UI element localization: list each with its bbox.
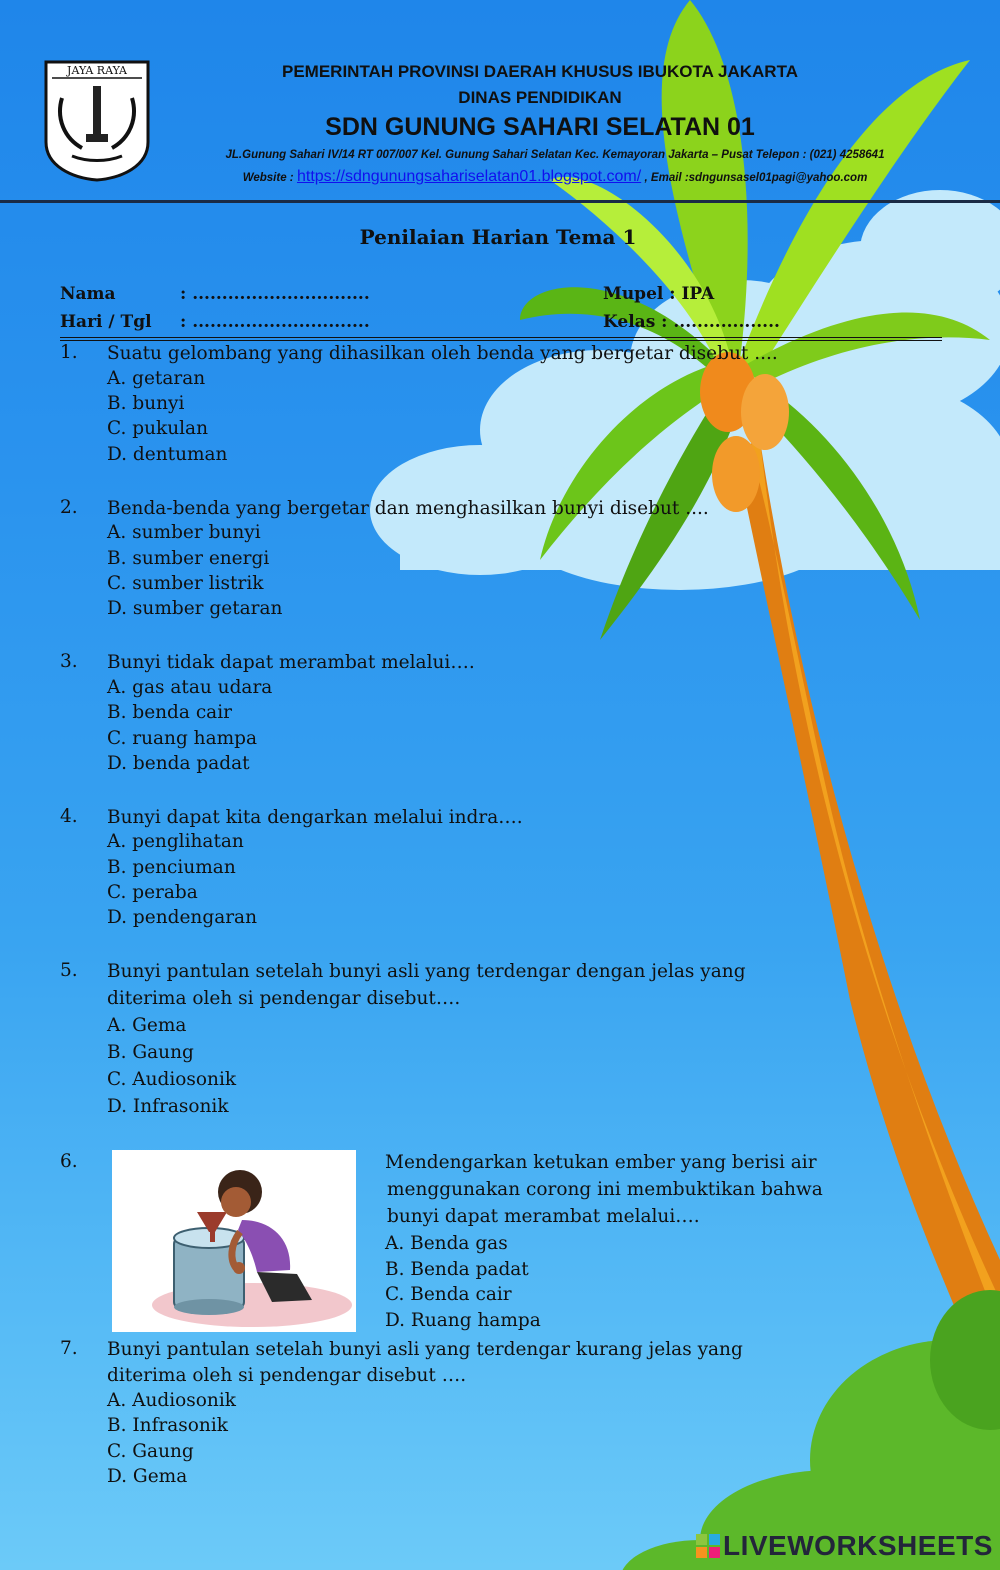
header-government: PEMERINTAH PROVINSI DAERAH KHUSUS IBUKOTA JAKARTA xyxy=(281,62,798,81)
question-number: 1. xyxy=(60,342,78,363)
option-a[interactable]: A. sumber bunyi xyxy=(107,522,261,543)
header-divider xyxy=(0,200,1000,203)
option-a[interactable]: A. getaran xyxy=(107,368,206,389)
question-text-line-3: bunyi dapat merambat melalui…. xyxy=(387,1206,700,1227)
mupel-field: Mupel : IPA xyxy=(603,284,715,304)
hari-tgl-field[interactable]: : .............................. xyxy=(180,312,370,332)
option-b[interactable]: B. benda cair xyxy=(107,702,232,723)
boy-listening-bucket-illustration xyxy=(112,1150,356,1332)
question-number: 6. xyxy=(60,1151,78,1172)
question-text: Bunyi tidak dapat merambat melalui…. xyxy=(107,652,475,673)
question-text-line-1: Bunyi pantulan setelah bunyi asli yang terdengar dengan jelas yang xyxy=(107,961,746,982)
question-number: 3. xyxy=(60,651,78,672)
watermark-text: LIVEWORKSHEETS xyxy=(723,1530,993,1561)
bushes xyxy=(620,1290,1000,1570)
option-c[interactable]: C. Gaung xyxy=(107,1441,194,1462)
website-link[interactable]: https://sdngunungsahariselatan01.blogspot.com/ xyxy=(296,168,642,185)
question-text-line-1: Mendengarkan ketukan ember yang berisi air xyxy=(385,1152,817,1173)
option-c[interactable]: C. Benda cair xyxy=(385,1284,512,1305)
question-text-line-1: Bunyi pantulan setelah bunyi asli yang terdengar kurang jelas yang xyxy=(107,1339,743,1360)
option-c[interactable]: C. pukulan xyxy=(107,418,209,439)
option-d[interactable]: D. benda padat xyxy=(107,753,250,774)
option-d[interactable]: D. Ruang hampa xyxy=(385,1310,541,1331)
page-title: Penilaian Harian Tema 1 xyxy=(359,225,637,249)
option-a[interactable]: A. gas atau udara xyxy=(107,677,273,698)
question-text: Benda-benda yang bergetar dan menghasilkan bunyi disebut .... xyxy=(107,498,709,519)
option-c[interactable]: C. Audiosonik xyxy=(107,1069,237,1090)
hari-tgl-label: Hari / Tgl xyxy=(60,312,152,332)
kelas-field[interactable]: Kelas : .................. xyxy=(603,312,780,332)
header-department: DINAS PENDIDIKAN xyxy=(458,88,622,107)
option-d[interactable]: D. pendengaran xyxy=(107,907,258,928)
option-d[interactable]: D. Infrasonik xyxy=(107,1096,229,1117)
option-c[interactable]: C. peraba xyxy=(107,882,198,903)
nama-label: Nama xyxy=(60,284,116,304)
question-text-line-2: diterima oleh si pendengar disebut…. xyxy=(107,988,461,1009)
option-a[interactable]: A. Benda gas xyxy=(385,1233,508,1254)
option-b[interactable]: B. sumber energi xyxy=(107,548,270,569)
liveworksheets-logo-icon xyxy=(696,1534,720,1558)
header-address: JL.Gunung Sahari IV/14 RT 007/007 Kel. Gunung Sahari Selatan Kec. Kemayoran Jakarta – Pusat Telepon : (021) 4258641 xyxy=(225,149,885,161)
option-b[interactable]: B. penciuman xyxy=(107,857,236,878)
question-text: Suatu gelombang yang dihasilkan oleh benda yang bergetar disebut .... xyxy=(107,343,778,364)
question-number: 4. xyxy=(60,806,78,827)
option-c[interactable]: C. ruang hampa xyxy=(107,728,258,749)
option-a[interactable]: A. Gema xyxy=(107,1015,187,1036)
website-label: Website : xyxy=(242,172,294,184)
palm-trunk xyxy=(735,440,1000,1420)
svg-text:JAYA RAYA: JAYA RAYA xyxy=(67,64,127,77)
header-school-name: SDN GUNUNG SAHARI SELATAN 01 xyxy=(325,113,755,141)
jaya-raya-logo xyxy=(42,58,152,182)
option-d[interactable]: D. dentuman xyxy=(107,444,228,465)
header-contact xyxy=(160,168,950,186)
option-b[interactable]: B. Benda padat xyxy=(385,1259,529,1280)
question-number: 7. xyxy=(60,1338,78,1359)
option-d[interactable]: D. sumber getaran xyxy=(107,598,283,619)
email-text: , Email :sdngunsasel01pagi@yahoo.com xyxy=(644,172,868,184)
option-b[interactable]: B. bunyi xyxy=(107,393,185,414)
question-text-line-2: menggunakan corong ini membuktikan bahwa xyxy=(387,1179,823,1200)
option-b[interactable]: B. Infrasonik xyxy=(107,1415,228,1436)
option-a[interactable]: A. penglihatan xyxy=(107,831,244,852)
option-a[interactable]: A. Audiosonik xyxy=(107,1390,236,1411)
question-number: 2. xyxy=(60,497,78,518)
nama-field[interactable]: : .............................. xyxy=(180,284,370,304)
option-c[interactable]: C. sumber listrik xyxy=(107,573,264,594)
question-text: Bunyi dapat kita dengarkan melalui indra…. xyxy=(107,807,523,828)
question-text-line-2: diterima oleh si pendengar disebut …. xyxy=(107,1365,467,1386)
liveworksheets-watermark xyxy=(696,1530,993,1562)
option-b[interactable]: B. Gaung xyxy=(107,1042,194,1063)
question-number: 5. xyxy=(60,960,78,981)
option-d[interactable]: D. Gema xyxy=(107,1466,188,1487)
